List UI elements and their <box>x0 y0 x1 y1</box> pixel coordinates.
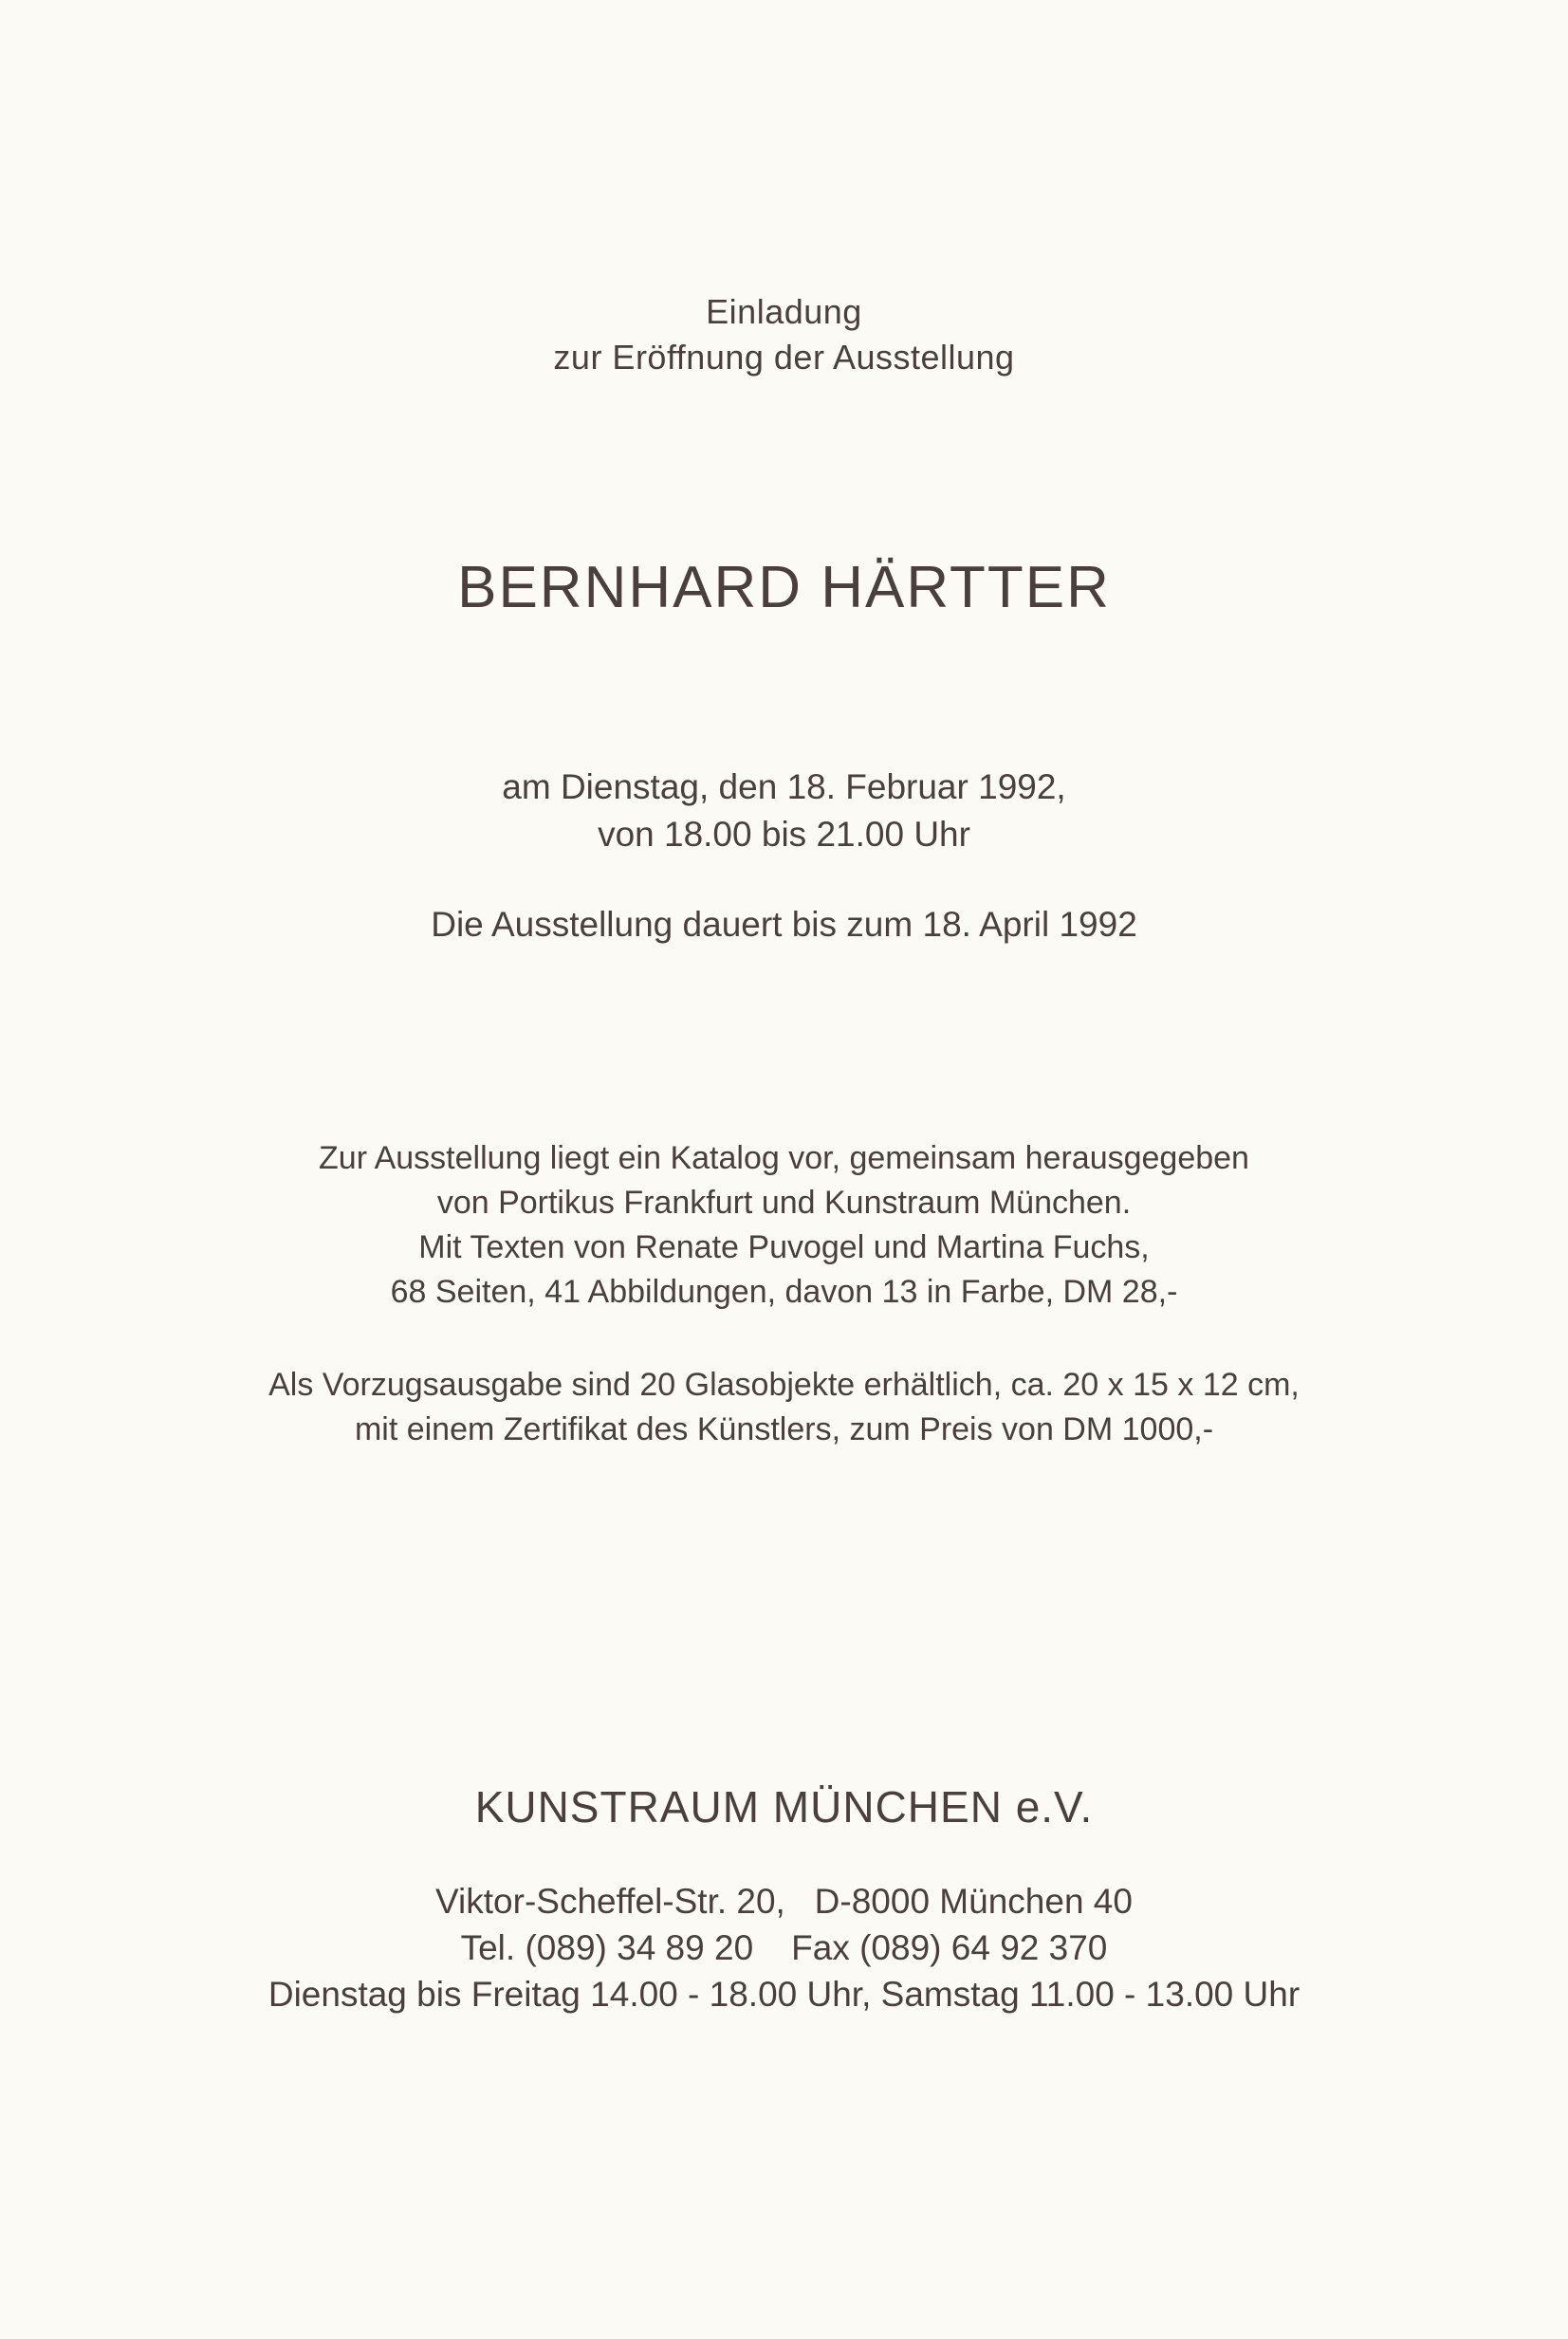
opening-time: von 18.00 bis 21.00 Uhr <box>598 815 970 854</box>
catalog-line: 68 Seiten, 41 Abbildungen, davon 13 in Farbe, DM 28,- <box>390 1274 1178 1310</box>
catalog-line: Mit Texten von Renate Puvogel und Martina Fuchs, <box>418 1229 1150 1265</box>
opening-date: am Dienstag, den 18. Februar 1992, <box>502 767 1066 806</box>
invitation-title: Einladung <box>706 292 862 331</box>
invitation-subtitle: zur Eröffnung der Ausstellung <box>553 338 1015 377</box>
fax-number: Fax (089) 64 92 370 <box>791 1928 1108 1967</box>
phone-number: Tel. (089) 34 89 20 <box>460 1928 754 1967</box>
artist-name: BERNHARD HÄRTTER <box>457 555 1111 620</box>
contact-info <box>0 1878 1568 2017</box>
opening-details <box>0 764 1568 858</box>
exhibition-duration: Die Ausstellung dauert bis zum 18. April 1992 <box>431 905 1137 944</box>
catalog-line: von Portikus Frankfurt und Kunstraum München. <box>436 1185 1132 1221</box>
edition-line: Als Vorzugsausgabe sind 20 Glasobjekte erhältlich, ca. 20 x 15 x 12 cm, <box>268 1367 1300 1403</box>
catalog-line: Zur Ausstellung liegt ein Katalog vor, gemeinsam herausgegeben <box>319 1140 1249 1176</box>
organization-name: KUNSTRAUM MÜNCHEN e.V. <box>474 1782 1094 1832</box>
edition-line: mit einem Zertifikat des Künstlers, zum Preis von DM 1000,- <box>354 1411 1214 1447</box>
phone-fax-line <box>0 1925 1568 1971</box>
opening-hours: Dienstag bis Freitag 14.00 - 18.00 Uhr, Samstag 11.00 - 13.00 Uhr <box>267 1975 1301 2014</box>
invitation-heading <box>0 289 1568 380</box>
catalog-info <box>0 1136 1568 1315</box>
address: Viktor-Scheffel-Str. 20, D-8000 München 40 <box>435 1882 1133 1921</box>
special-edition-info <box>0 1363 1568 1452</box>
